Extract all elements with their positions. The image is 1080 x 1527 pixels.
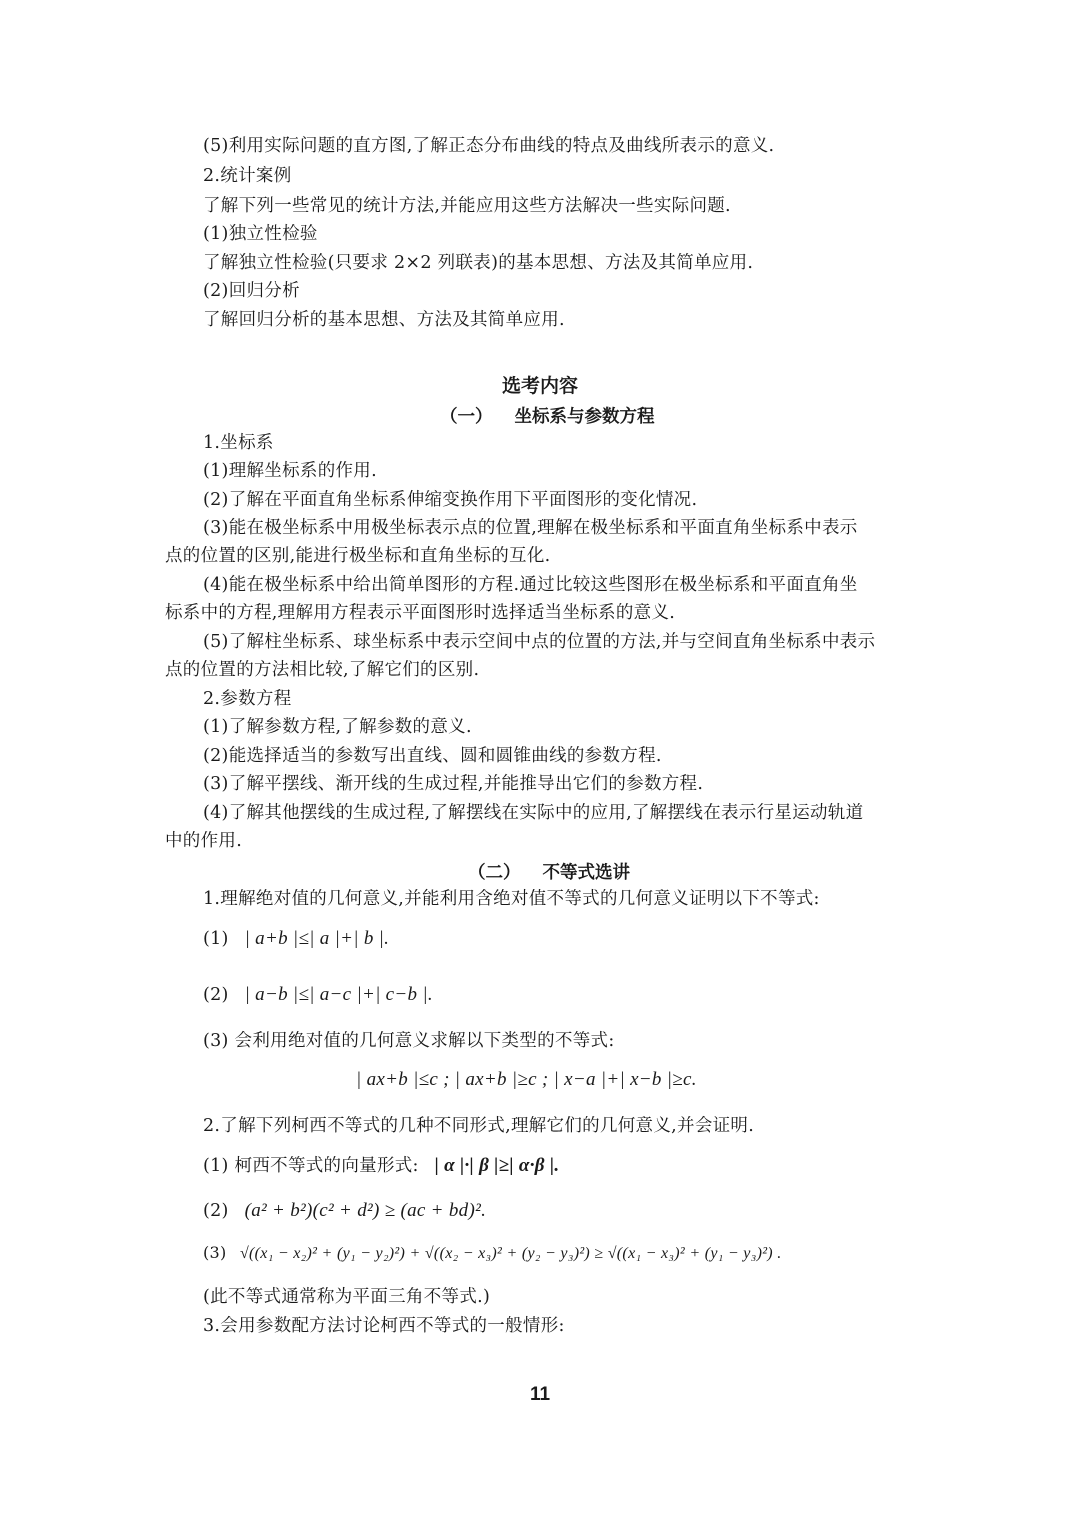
ineq-item-3-general: 3.会用参数配方法讨论柯西不等式的一般情形:	[203, 1316, 565, 1336]
stats-item-5: (5)利用实际问题的直方图,了解正态分布曲线的特点及曲线所表示的意义.	[203, 136, 775, 156]
triangle-inequality-math: √((x₁ − x₂)² + (y₁ − y₂)²) + √((x₂ − x₃)² + (y₂ − y₃)²) ≥ √((x₁ − x₃)² + (y₁ − y₃)²) .	[239, 1245, 782, 1262]
coord-item-2: (2)了解在平面直角坐标系伸缩变换作用下平面图形的变化情况.	[203, 490, 698, 510]
cauchy-vector-math: | α |·| β |≥| α·β |.	[434, 1155, 560, 1176]
cauchy-algebra-form	[203, 1200, 486, 1222]
cauchy-vector-form	[203, 1155, 559, 1177]
param-heading: 2.参数方程	[203, 689, 292, 709]
section-two-heading	[468, 859, 630, 884]
param-item-4-line-1: (4)了解其他摆线的生成过程,了解摆线在实际中的应用,了解摆线在表示行星运动轨道	[203, 803, 864, 823]
page-number: 11	[529, 1384, 551, 1405]
section-one-number: （一）	[440, 407, 493, 427]
param-item-2: (2)能选择适当的参数写出直线、圆和圆锥曲线的参数方程.	[203, 746, 662, 766]
stats-case-intro: 了解下列一些常见的统计方法,并能应用这些方法解决一些实际问题.	[203, 196, 731, 216]
param-item-4-line-2: 中的作用.	[165, 831, 243, 851]
cauchy-algebra-math: (a² + b²)(c² + d²) ≥ (ac + bd)².	[244, 1200, 487, 1221]
regression-text: 了解回归分析的基本思想、方法及其简单应用.	[203, 310, 565, 330]
independence-test-heading: (1)独立性检验	[203, 224, 318, 244]
ineq-item-1: 1.理解绝对值的几何意义,并能利用含绝对值不等式的几何意义证明以下不等式:	[203, 889, 820, 909]
param-item-3: (3)了解平摆线、渐开线的生成过程,并能推导出它们的参数方程.	[203, 774, 704, 794]
param-item-1: (1)了解参数方程,了解参数的意义.	[203, 717, 472, 737]
ineq-formula-1-math: | a+b |≤| a |+| b |.	[244, 928, 390, 949]
section-two-title: 不等式选讲	[542, 863, 630, 883]
ineq-formula-1-label: (1)	[203, 929, 229, 949]
coord-item-4-line-2: 标系中的方程,理解用方程表示平面图形时选择适当坐标系的意义.	[165, 603, 676, 623]
coord-item-5-line-1: (5)了解柱坐标系、球坐标系中表示空间中点的位置的方法,并与空间直角坐标系中表示	[203, 632, 876, 652]
coord-item-3-line-2: 点的位置的区别,能进行极坐标和直角坐标的互化.	[165, 546, 551, 566]
cauchy-vector-label: (1) 柯西不等式的向量形式:	[203, 1156, 419, 1176]
coord-item-5-line-2: 点的位置的方法相比较,了解它们的区别.	[165, 660, 480, 680]
triangle-inequality-note: (此不等式通常称为平面三角不等式.)	[203, 1287, 491, 1307]
independence-test-text: 了解独立性检验(只要求 2×2 列联表)的基本思想、方法及其简单应用.	[203, 253, 754, 273]
ineq-formula-2-label: (2)	[203, 985, 229, 1005]
coord-heading: 1.坐标系	[203, 433, 274, 453]
ineq-types-formula	[356, 1069, 697, 1091]
stats-case-heading: 2.统计案例	[203, 166, 292, 186]
triangle-inequality-label: (3)	[203, 1243, 227, 1262]
coord-item-3-line-1: (3)能在极坐标系中用极坐标表示点的位置,理解在极坐标系和平面直角坐标系中表示	[203, 518, 858, 538]
ineq-item-3: (3) 会利用绝对值的几何意义求解以下类型的不等式:	[203, 1031, 615, 1051]
optional-content-title: 选考内容	[501, 375, 578, 397]
regression-heading: (2)回归分析	[203, 281, 300, 301]
cauchy-intro: 2.了解下列柯西不等式的几种不同形式,理解它们的几何意义,并会证明.	[203, 1116, 755, 1136]
ineq-types-math: | ax+b |≤c ; | ax+b |≥c ; | x−a |+| x−b |≥c.	[356, 1069, 697, 1090]
coord-item-4-line-1: (4)能在极坐标系中给出简单图形的方程.通过比较这些图形在极坐标系和平面直角坐	[203, 575, 858, 595]
triangle-inequality-form	[203, 1242, 782, 1265]
section-two-number: （二）	[468, 863, 521, 883]
ineq-formula-2-math: | a−b |≤| a−c |+| c−b |.	[244, 984, 433, 1005]
ineq-formula-2	[203, 984, 433, 1006]
coord-item-1: (1)理解坐标系的作用.	[203, 461, 377, 481]
section-one-title: 坐标系与参数方程	[514, 407, 655, 427]
cauchy-algebra-label: (2)	[203, 1201, 229, 1221]
section-one-heading	[440, 403, 655, 428]
ineq-formula-1	[203, 928, 389, 950]
